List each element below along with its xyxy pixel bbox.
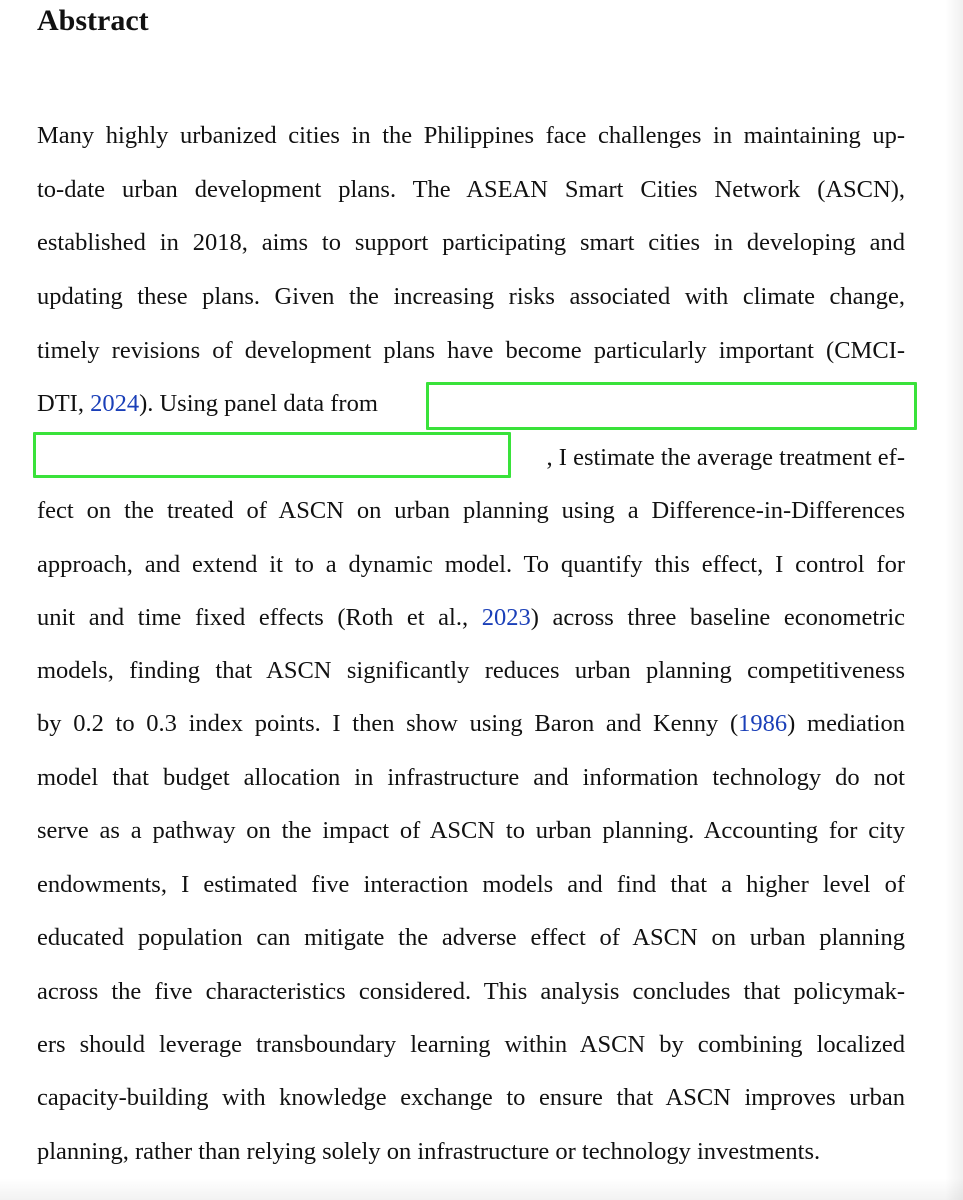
line-6-text-end: ). Using panel data from [139,390,378,417]
abstract-line-14: serve as a pathway on the impact of ASCN to urban planning. Accounting for city [37,817,905,844]
abstract-line-16: educated population can mitigate the adverse effect of ASCN on urban planning [37,924,905,951]
abstract-line-2: to-date urban development plans. The ASEAN Smart Cities Network (ASCN), [37,176,905,203]
citation-link-2024[interactable]: 2024 [90,390,140,417]
line-10-text-start: unit and time fixed effects (Roth et al., [37,604,482,631]
abstract-line-20: planning, rather than relying solely on infrastructure or technology investments. [37,1138,821,1165]
abstract-line-7: , I estimate the average treatment ef- [546,444,905,471]
section-heading-abstract: Abstract [37,4,149,37]
abstract-line-15: endowments, I estimated five interaction models and find that a higher level of [37,871,905,898]
abstract-line-18: ers should leverage transboundary learning within ASCN by combining localized [37,1031,905,1058]
citation-link-1986[interactable]: 1986 [738,710,788,737]
citation-link-2023[interactable]: 2023 [481,604,531,631]
abstract-line-5: timely revisions of development plans have become particularly important (CMCI- [37,337,905,364]
abstract-line-12 [37,704,905,744]
redaction-box-1 [426,382,917,430]
abstract-line-1: Many highly urbanized cities in the Philippines face challenges in maintaining up- [37,122,905,149]
abstract-line-9: approach, and extend it to a dynamic model. To quantify this effect, I control for [37,551,905,578]
line-12-text-end: ) mediation [787,710,905,737]
abstract-line-19: capacity-building with knowledge exchange to ensure that ASCN improves urban [37,1084,905,1111]
abstract-line-4: updating these plans. Given the increasing risks associated with climate change, [37,283,905,310]
abstract-line-11: models, finding that ASCN significantly reduces urban planning competitiveness [37,657,905,684]
line-6-text-start: DTI, [37,390,91,417]
abstract-line-3: established in 2018, aims to support participating smart cities in developing and [37,229,905,256]
abstract-line-17: across the five characteristics considered. This analysis concludes that policymak- [37,978,905,1005]
line-10-text-end: ) across three baseline econometric [530,604,905,631]
page-edge-shadow [945,0,963,1200]
abstract-line-8: fect on the treated of ASCN on urban planning using a Difference-in-Differences [37,497,905,524]
abstract-line-6 [37,384,427,424]
page-bottom-shadow [0,1178,963,1200]
abstract-line-10 [37,598,905,638]
line-12-text-start: by 0.2 to 0.3 index points. I then show using Baron and Kenny ( [37,710,739,737]
redaction-box-2 [33,432,511,478]
abstract-line-13: model that budget allocation in infrastructure and information technology do not [37,764,905,791]
